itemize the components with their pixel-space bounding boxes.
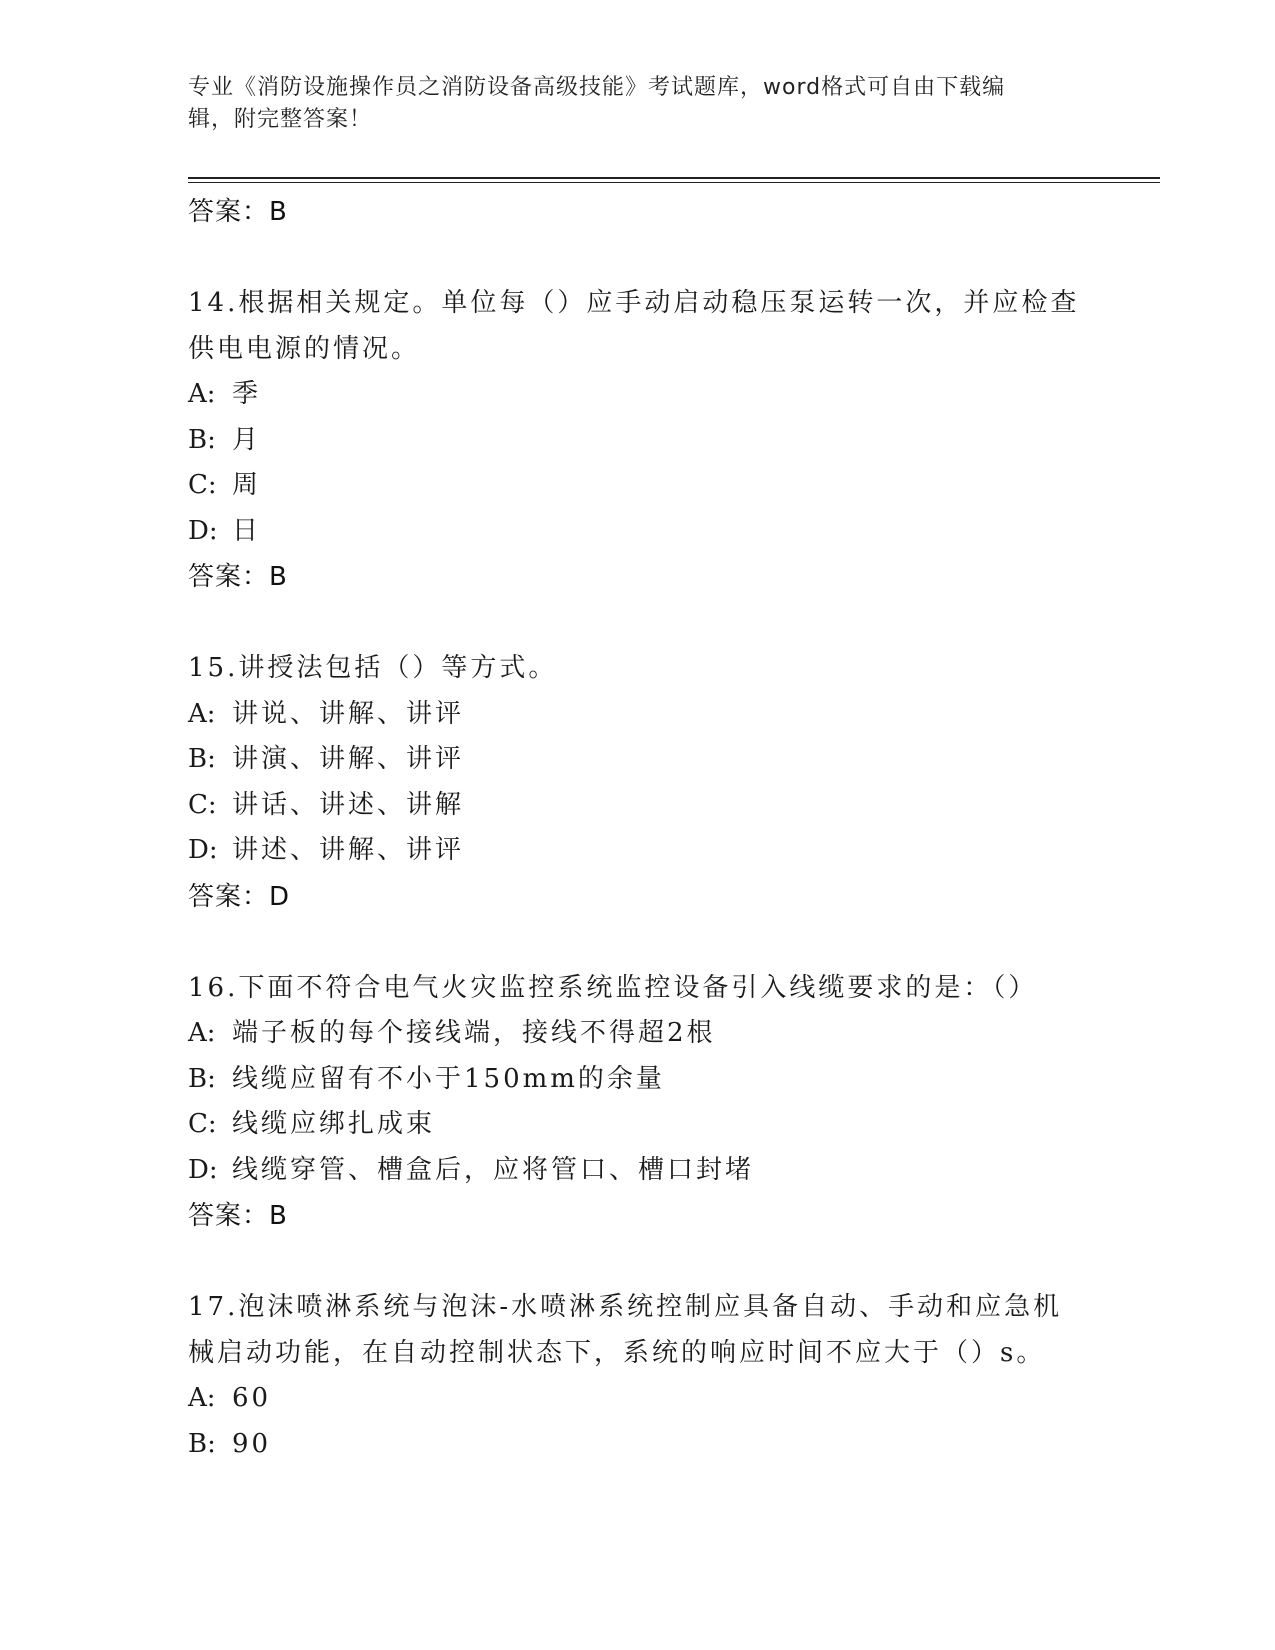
option-text: 周 xyxy=(232,470,262,500)
header-divider-thick xyxy=(188,177,1160,179)
option-letter: A: xyxy=(188,698,216,729)
option-text: 90 xyxy=(232,1428,272,1459)
option-c xyxy=(188,1102,1088,1148)
option-b xyxy=(188,418,1088,464)
option-text: 季 xyxy=(232,379,262,409)
option-text: 讲演、讲解、讲评 xyxy=(232,744,465,774)
answer-line: 答案：D xyxy=(188,881,291,912)
option-letter: A: xyxy=(188,1383,216,1413)
option-letter: D: xyxy=(188,835,218,865)
option-text: 线缆应绑扎成束 xyxy=(232,1109,436,1139)
question-15 xyxy=(188,646,1088,920)
question-stem-line: 供电电源的情况。 xyxy=(188,333,421,364)
option-b xyxy=(188,1422,1088,1468)
option-letter: C: xyxy=(188,470,217,500)
option-text: 60 xyxy=(232,1383,272,1413)
option-a xyxy=(188,692,1088,738)
option-letter: D: xyxy=(188,515,218,546)
question-stem xyxy=(188,966,1088,1012)
document-header xyxy=(188,72,1068,136)
question-16 xyxy=(188,966,1088,1240)
option-text: 讲话、讲述、讲解 xyxy=(232,789,465,820)
option-letter: C: xyxy=(188,1109,217,1139)
option-letter: A: xyxy=(188,379,216,409)
option-a xyxy=(188,1376,1088,1422)
question-14 xyxy=(188,281,1088,600)
option-letter: C: xyxy=(188,789,217,820)
option-text: 线缆穿管、槽盒后，应将管口、槽口封堵 xyxy=(232,1154,755,1185)
option-text: 讲述、讲解、讲评 xyxy=(232,835,465,865)
question-stem-line: 17.泡沫喷淋系统与泡沫-水喷淋系统控制应具备自动、手动和应急机 xyxy=(188,1292,1063,1322)
answer-line: 答案：B xyxy=(188,562,288,592)
question-stem-line: 械启动功能，在自动控制状态下，系统的响应时间不应大于（）s。 xyxy=(188,1337,1046,1368)
option-d xyxy=(188,828,1088,874)
header-line-1: 专业《消防设施操作员之消防设备高级技能》考试题库，word格式可自由下载编 xyxy=(188,75,1006,100)
option-a xyxy=(188,1011,1088,1057)
option-letter: A: xyxy=(188,1018,216,1048)
option-text: 线缆应留有不小于150mm的余量 xyxy=(232,1063,665,1094)
option-text: 月 xyxy=(232,424,262,455)
option-a xyxy=(188,372,1088,418)
question-list xyxy=(188,189,1088,1467)
option-letter: B: xyxy=(188,424,216,455)
option-text: 日 xyxy=(232,515,262,546)
question-stem-line: 15.讲授法包括（）等方式。 xyxy=(188,653,558,683)
option-c xyxy=(188,783,1088,829)
answer-line: 答案：B xyxy=(188,197,288,227)
question-stem xyxy=(188,646,1088,692)
option-letter: B: xyxy=(188,744,216,774)
option-b xyxy=(188,1057,1088,1103)
option-letter: B: xyxy=(188,1428,216,1459)
option-b xyxy=(188,737,1088,783)
question-stem xyxy=(188,281,1088,372)
header-line-2: 辑，附完整答案！ xyxy=(188,107,373,132)
question-stem-line: 14.根据相关规定。单位每（）应手动启动稳压泵运转一次，并应检查 xyxy=(188,288,1080,318)
question-stem xyxy=(188,1285,1088,1376)
answer-line: 答案：B xyxy=(188,1201,288,1231)
option-c xyxy=(188,463,1088,509)
header-divider-thin xyxy=(188,182,1160,183)
option-letter: B: xyxy=(188,1063,216,1094)
question-stem-line: 16.下面不符合电气火灾监控系统监控设备引入线缆要求的是：（） xyxy=(188,972,1038,1003)
option-text: 端子板的每个接线端，接线不得超2根 xyxy=(232,1018,716,1048)
option-letter: D: xyxy=(188,1154,218,1185)
question-17 xyxy=(188,1285,1088,1467)
option-d xyxy=(188,1148,1088,1194)
option-text: 讲说、讲解、讲评 xyxy=(232,698,465,729)
option-d xyxy=(188,509,1088,555)
